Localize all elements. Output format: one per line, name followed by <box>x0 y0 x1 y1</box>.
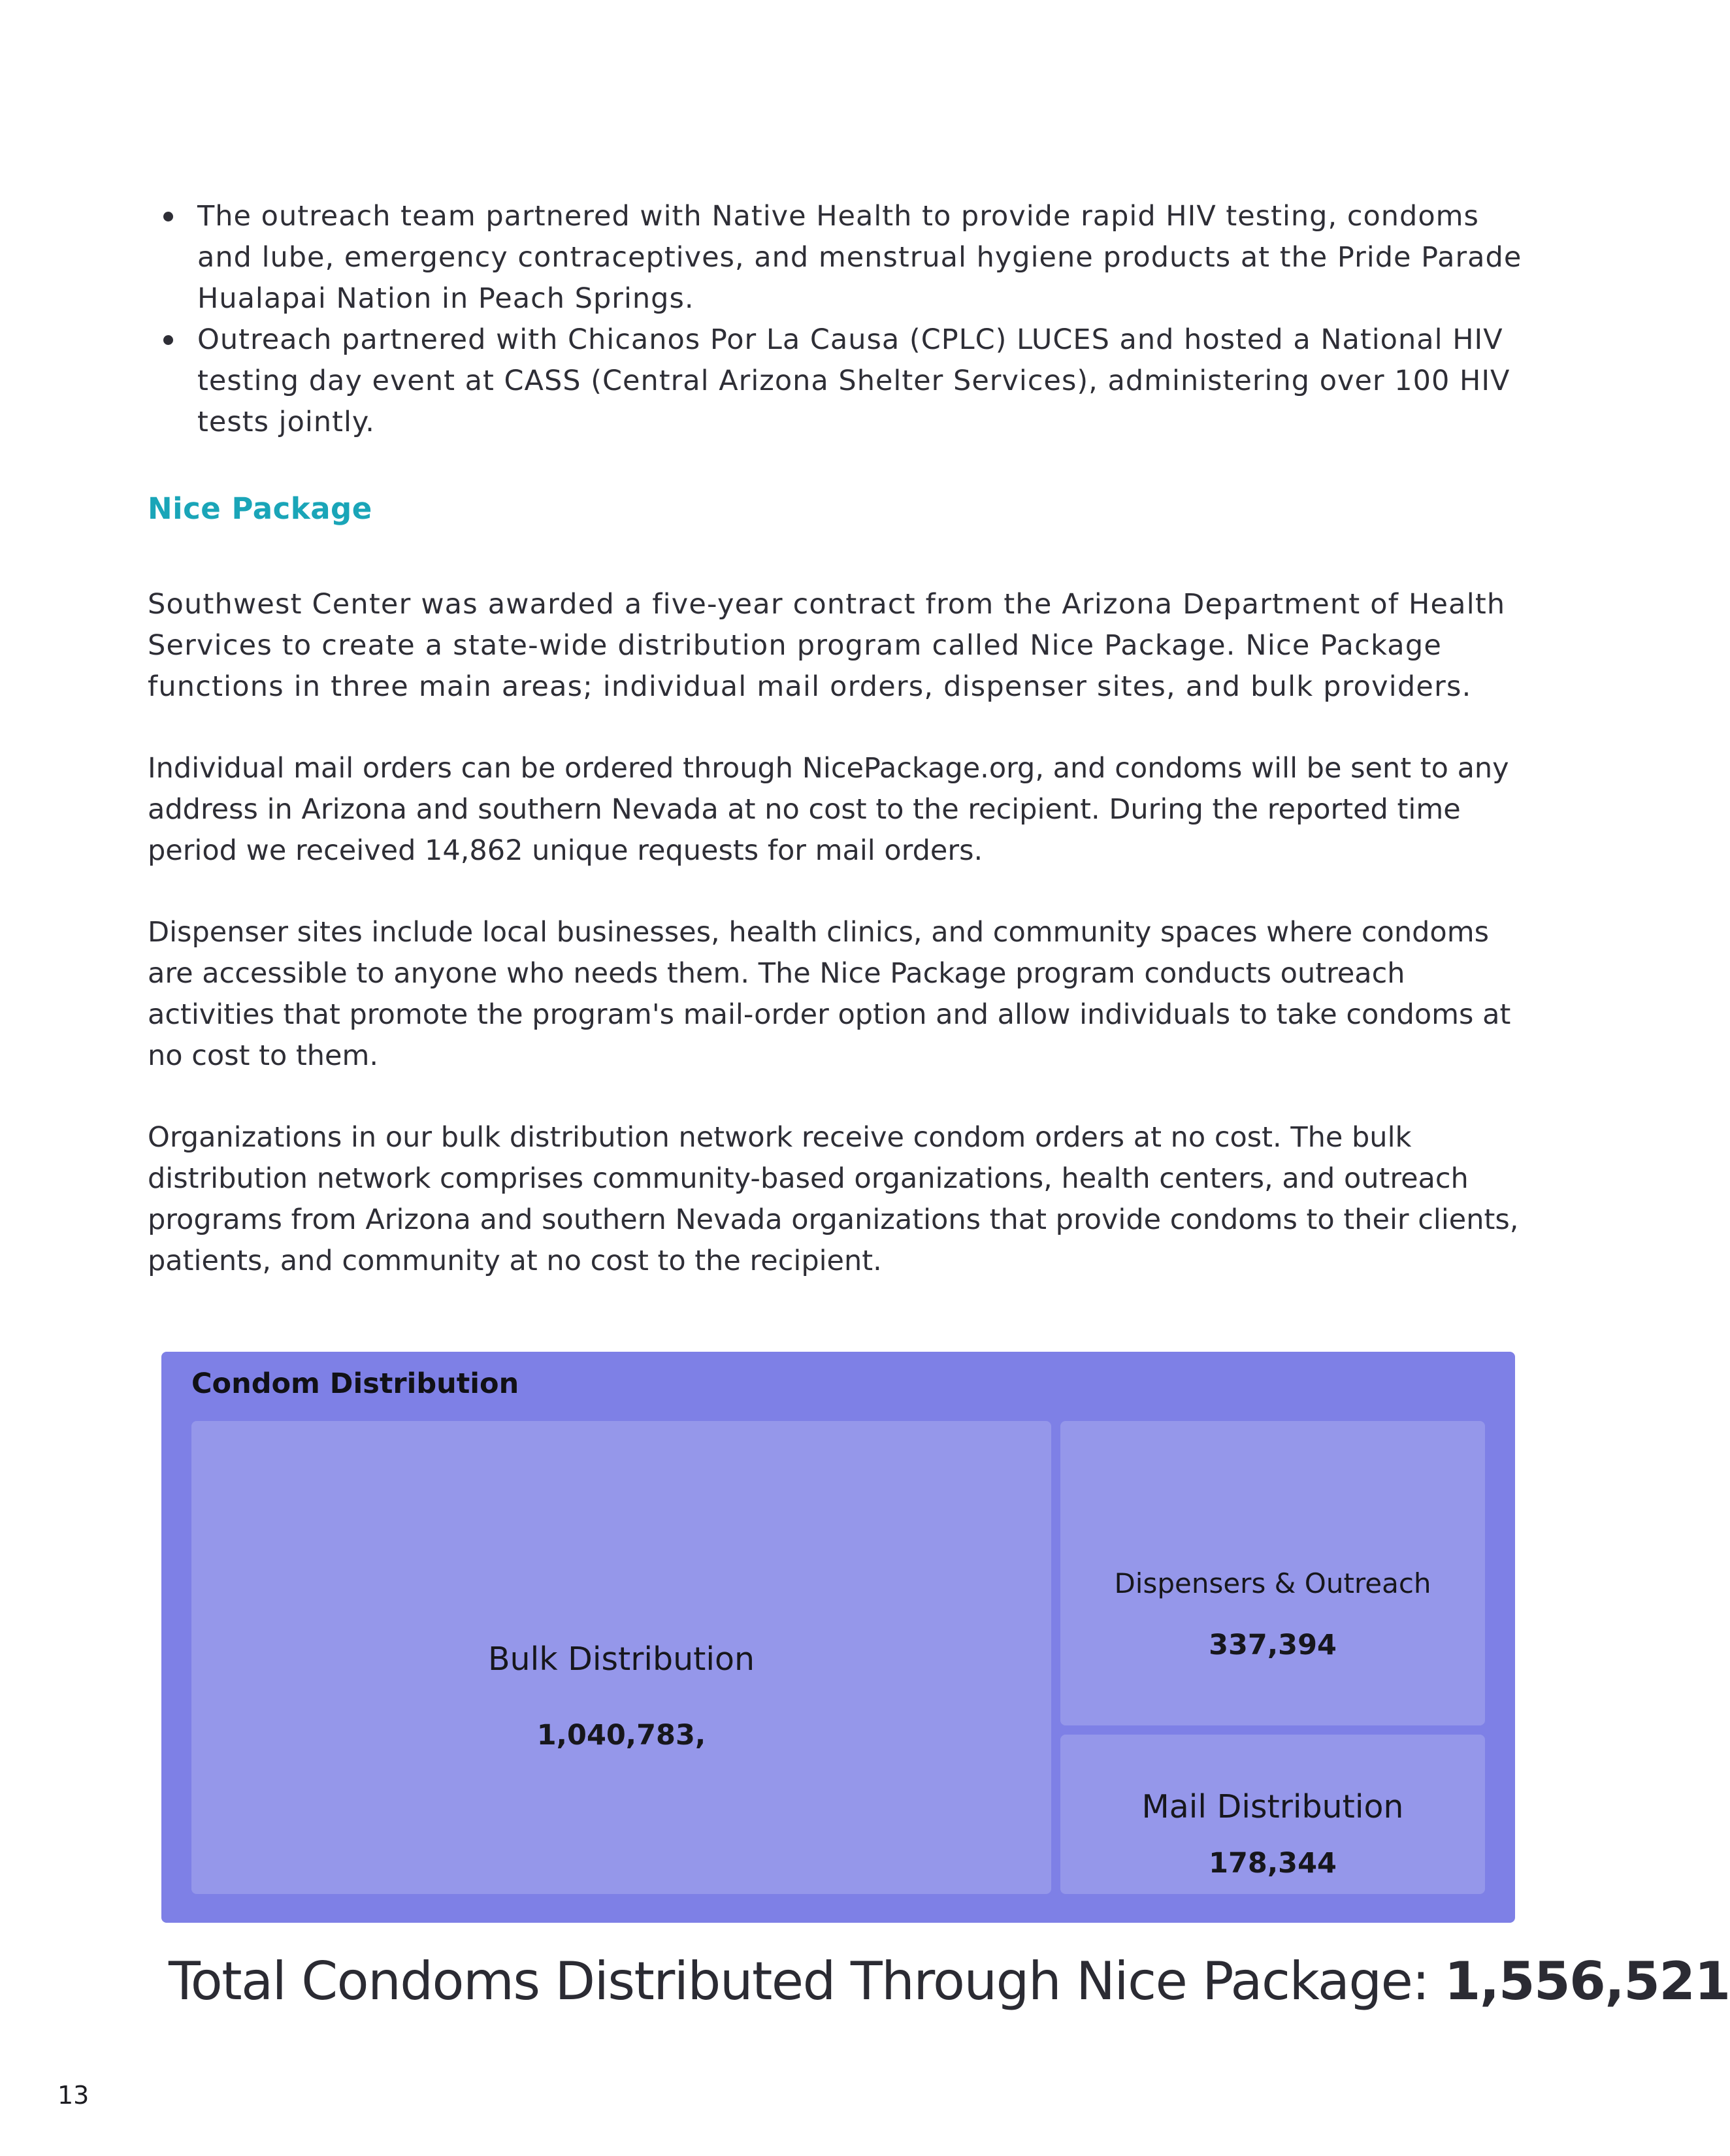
bullet-dot-icon <box>163 335 173 345</box>
paragraph-intro: Southwest Center was awarded a five-year contract from the Arizona Department of Health Services to create a state-wide distribution program called Nice Package. Nice Package functions in three main areas; individual mail orders, dispenser sites, and bulk providers. <box>148 588 1506 703</box>
condom-distribution-chart <box>161 1352 1515 1923</box>
page-number: 13 <box>57 2081 90 2110</box>
total-label: Total Condoms Distributed Through Nice Package: <box>169 1951 1444 2012</box>
bullet-item: The outreach team partnered with Native Health to provide rapid HIV testing, condoms and lube, emergency contraceptives, and menstrual hygiene products at the Pride Parade Hualapai Nation in Peach Springs. <box>148 196 1526 319</box>
tile-bulk-distribution-value: 1,040,783, <box>536 1719 706 1752</box>
tile-dispensers-outreach-value: 337,394 <box>1209 1629 1337 1661</box>
tile-dispensers-outreach-label: Dispensers & Outreach <box>1114 1567 1431 1599</box>
paragraph-bulk-network: Organizations in our bulk distribution network receive condom orders at no cost. The bulk distribution network comprises community-based organizations, health centers, and outreach programs from Arizona and southern Nevada organizations that provide condoms to their clients, patients, and community at no cost to the recipient. <box>148 1121 1519 1277</box>
tile-mail-distribution-label: Mail Distribution <box>1141 1788 1404 1825</box>
tile-dispensers-outreach <box>1060 1421 1485 1725</box>
paragraph-mail-orders: Individual mail orders can be ordered through NicePackage.org, and condoms will be sent to any address in Arizona and southern Nevada at no cost to the recipient. During the reported time period we received 14,862 unique requests for mail orders. <box>148 752 1509 867</box>
tile-mail-distribution-value: 178,344 <box>1209 1847 1337 1880</box>
bullet-list <box>148 196 1526 443</box>
tile-bulk-distribution-label: Bulk Distribution <box>487 1641 755 1678</box>
chart-title: Condom Distribution <box>191 1367 519 1400</box>
total-distributed <box>169 1951 1730 2012</box>
bullet-dot-icon <box>163 212 173 221</box>
paragraph-dispenser-sites: Dispenser sites include local businesses, health clinics, and community spaces where condoms are accessible to anyone who needs them. The Nice Package program conducts outreach activities that promote the program's mail-order option and allow individuals to take condoms at no cost to them. <box>148 916 1511 1072</box>
section-title: Nice Package <box>148 491 372 526</box>
tile-bulk-distribution <box>191 1421 1051 1894</box>
bullet-item: Outreach partnered with Chicanos Por La Causa (CPLC) LUCES and hosted a National HIV testing day event at CASS (Central Arizona Shelter Services), administering over 100 HIV tests jointly. <box>148 319 1526 443</box>
tile-mail-distribution <box>1060 1735 1485 1894</box>
total-value: 1,556,521 <box>1444 1951 1730 2012</box>
